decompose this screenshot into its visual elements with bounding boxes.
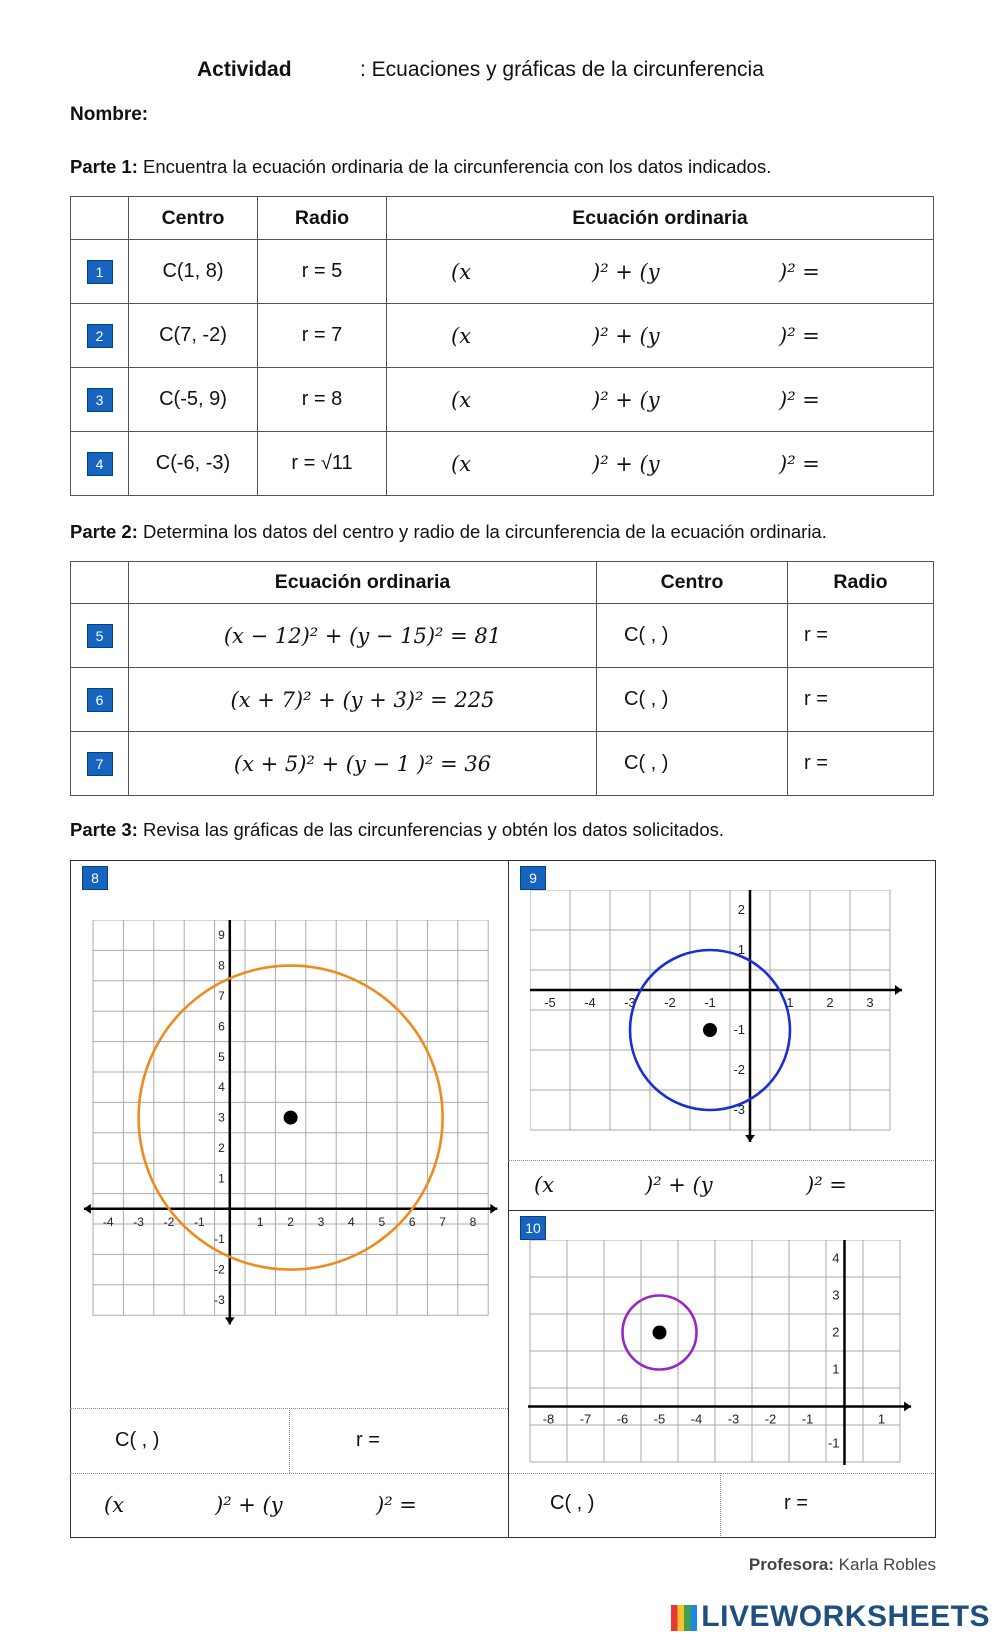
x-tick-label: 1: [256, 1214, 264, 1229]
y-tick-label: -1: [733, 1022, 745, 1037]
eq-end-part: )² =: [806, 1173, 847, 1197]
item-number-badge: 3: [87, 388, 113, 412]
item-number-badge: 10: [520, 1216, 546, 1240]
y-tick-label: 7: [218, 989, 225, 1003]
divider: [289, 1408, 290, 1473]
y-tick-label: 4: [832, 1250, 840, 1266]
x-axis-arrow-icon: [84, 1204, 91, 1214]
y-tick-label: 4: [218, 1080, 225, 1095]
part3-instruction: [70, 819, 724, 841]
part3-label: Parte 3:: [70, 819, 138, 840]
radius-value: r = √11: [258, 432, 387, 496]
x-tick-label: 8: [469, 1214, 477, 1229]
table-row: [71, 304, 934, 368]
equation-blank[interactable]: [387, 304, 934, 368]
part3-text: Revisa las gráficas de las circunferencias y obtén los datos solicitados.: [143, 819, 724, 840]
eq-x-part: (x: [104, 1493, 125, 1517]
center-value: C(1, 8): [129, 240, 258, 304]
equation-blank[interactable]: [387, 368, 934, 432]
radius-value: r = 8: [258, 368, 387, 432]
radius-value: r = 5: [258, 240, 387, 304]
part1-corner: [71, 197, 129, 240]
x-tick-label: -4: [102, 1214, 114, 1229]
x-tick-label: -2: [664, 995, 676, 1010]
item-number-badge: 6: [87, 688, 113, 712]
activity-title: : Ecuaciones y gráficas de la circunferencia: [360, 58, 764, 81]
divider: [508, 1210, 934, 1211]
x-tick-label: 3: [866, 995, 874, 1010]
eq-x-part: (x: [534, 1173, 555, 1197]
graph8-equation-blank[interactable]: [70, 1474, 508, 1536]
x-tick-label: 7: [439, 1214, 446, 1229]
graph10-radius-blank[interactable]: r =: [784, 1492, 808, 1514]
y-tick-label: 1: [737, 942, 745, 957]
given-equation: (x + 7)² + (y + 3)² = 225: [129, 668, 597, 732]
x-tick-label: -5: [653, 1411, 666, 1427]
item-number-badge: 4: [87, 452, 113, 476]
part1-label: Parte 1:: [70, 156, 138, 177]
table-row: [71, 240, 934, 304]
x-tick-label: 1: [786, 995, 794, 1010]
item-number-badge: 8: [82, 866, 108, 890]
part2-header-center: Centro: [597, 562, 788, 604]
radius-blank[interactable]: r =: [788, 668, 934, 732]
x-tick-label: -3: [727, 1411, 740, 1427]
y-tick-label: -3: [214, 1293, 225, 1307]
part1-instruction: [70, 156, 771, 178]
x-axis-arrow-icon: [904, 1402, 911, 1412]
graph-8: [70, 920, 508, 1350]
eq-y-part: )² + (y: [592, 259, 660, 284]
x-tick-label: -8: [542, 1411, 555, 1427]
graph10-center-blank[interactable]: C( , ): [550, 1492, 595, 1514]
graph-10: [528, 1240, 918, 1465]
part2-header-radius: Radio: [788, 562, 934, 604]
divider: [720, 1473, 721, 1536]
y-tick-label: -2: [214, 1262, 225, 1277]
x-tick-label: 4: [348, 1214, 355, 1229]
equation-blank[interactable]: [387, 432, 934, 496]
y-tick-label: 3: [832, 1287, 840, 1303]
x-tick-label: -3: [133, 1214, 144, 1229]
eq-y-part: )² + (y: [645, 1173, 713, 1197]
table-row: [71, 432, 934, 496]
y-tick-label: 2: [737, 902, 745, 917]
center-value: C(-5, 9): [129, 368, 258, 432]
teacher-credit: [749, 1555, 936, 1575]
radius-value: r = 7: [258, 304, 387, 368]
circle-center-point: [284, 1111, 298, 1125]
graph-9: [530, 890, 910, 1160]
teacher-name: Karla Robles: [838, 1555, 936, 1574]
eq-x-part: (x: [451, 323, 472, 348]
y-tick-label: -1: [827, 1435, 840, 1451]
y-tick-label: -1: [214, 1232, 225, 1247]
teacher-label: Profesora:: [748, 1555, 834, 1574]
eq-end-part: )² =: [376, 1493, 417, 1517]
x-tick-label: -4: [584, 995, 596, 1010]
x-tick-label: 2: [826, 995, 834, 1010]
part1-header-radius: Radio: [258, 197, 387, 240]
x-axis-arrow-icon: [490, 1204, 497, 1214]
given-equation: (x + 5)² + (y − 1 )² = 36: [129, 732, 597, 796]
eq-x-part: (x: [451, 259, 472, 284]
x-tick-label: -1: [801, 1411, 814, 1427]
x-tick-label: -2: [163, 1214, 175, 1229]
x-tick-label: 1: [877, 1411, 886, 1427]
x-tick-label: -1: [194, 1214, 205, 1229]
x-tick-label: 3: [317, 1214, 325, 1229]
part1-text: Encuentra la ecuación ordinaria de la circunferencia con los datos indicados.: [143, 156, 772, 177]
item-number-badge: 7: [87, 752, 113, 776]
eq-y-part: )² + (y: [592, 323, 660, 348]
part2-header-equation: Ecuación ordinaria: [129, 562, 597, 604]
part2-corner: [71, 562, 129, 604]
center-blank[interactable]: C( , ): [597, 668, 788, 732]
y-tick-label: 8: [218, 958, 225, 973]
y-tick-label: -3: [733, 1102, 745, 1117]
circle-center-point: [653, 1326, 667, 1340]
center-blank[interactable]: C( , ): [597, 604, 788, 668]
part1-header-center: Centro: [129, 197, 258, 240]
liveworksheets-logo: [671, 1600, 990, 1634]
y-tick-label: -2: [733, 1062, 745, 1077]
part2-label: Parte 2:: [70, 521, 138, 542]
x-axis-arrow-icon: [895, 985, 902, 995]
table-row: [71, 604, 934, 668]
eq-x-part: (x: [451, 451, 472, 476]
y-tick-label: 2: [218, 1141, 225, 1155]
equation-blank[interactable]: [387, 240, 934, 304]
x-tick-label: -4: [690, 1411, 703, 1427]
x-tick-label: -2: [764, 1411, 777, 1427]
item-number-badge: 1: [87, 260, 113, 284]
circle-center-point: [703, 1023, 717, 1037]
radius-blank[interactable]: r =: [788, 604, 934, 668]
given-equation: (x − 12)² + (y − 15)² = 81: [129, 604, 597, 668]
eq-y-part: )² + (y: [215, 1493, 283, 1517]
part2-table: [70, 561, 934, 796]
brand-text: LIVEWORKSHEETS: [701, 1600, 990, 1633]
x-tick-label: 6: [408, 1214, 416, 1229]
y-axis-arrow-icon: [225, 1317, 235, 1324]
part2-instruction: [70, 521, 827, 543]
y-tick-label: 9: [218, 928, 225, 943]
graph8-center-blank[interactable]: C( , ): [115, 1429, 160, 1451]
item-number-badge: 2: [87, 324, 113, 348]
liveworksheets-icon: [671, 1605, 697, 1631]
x-tick-label: -6: [616, 1411, 629, 1427]
x-tick-label: -5: [544, 995, 556, 1010]
item-number-badge: 5: [87, 624, 113, 648]
part1-header-equation: Ecuación ordinaria: [387, 197, 934, 240]
x-tick-label: -7: [579, 1411, 592, 1427]
eq-y-part: )² + (y: [592, 451, 660, 476]
y-tick-label: 5: [218, 1049, 225, 1064]
part2-text: Determina los datos del centro y radio de la circunferencia de la ecuación ordinaria.: [143, 521, 827, 542]
y-tick-label: 1: [832, 1361, 840, 1377]
graph8-radius-blank[interactable]: r =: [356, 1429, 380, 1451]
eq-end-part: )² =: [779, 451, 820, 476]
part1-table: [70, 196, 934, 496]
y-axis-arrow-icon: [745, 1135, 755, 1142]
eq-end-part: )² =: [779, 259, 820, 284]
table-row: [71, 732, 934, 796]
x-tick-label: 5: [378, 1214, 386, 1229]
y-tick-label: 6: [218, 1019, 225, 1034]
eq-x-part: (x: [451, 387, 472, 412]
eq-y-part: )² + (y: [592, 387, 660, 412]
name-label: Nombre:: [70, 104, 149, 125]
table-row: [71, 368, 934, 432]
eq-end-part: )² =: [779, 387, 820, 412]
table-row: [71, 668, 934, 732]
graph9-equation-blank[interactable]: [508, 1160, 934, 1210]
x-tick-label: -3: [624, 995, 636, 1010]
activity-label: Actividad: [197, 58, 292, 81]
y-tick-label: 1: [218, 1171, 225, 1186]
center-value: C(-6, -3): [129, 432, 258, 496]
item-number-badge: 9: [520, 866, 546, 890]
center-value: C(7, -2): [129, 304, 258, 368]
eq-end-part: )² =: [779, 323, 820, 348]
y-tick-label: 2: [832, 1324, 840, 1340]
y-tick-label: 3: [218, 1110, 225, 1125]
radius-blank[interactable]: r =: [788, 732, 934, 796]
x-tick-label: 2: [287, 1214, 294, 1229]
center-blank[interactable]: C( , ): [597, 732, 788, 796]
x-tick-label: -1: [704, 995, 716, 1010]
